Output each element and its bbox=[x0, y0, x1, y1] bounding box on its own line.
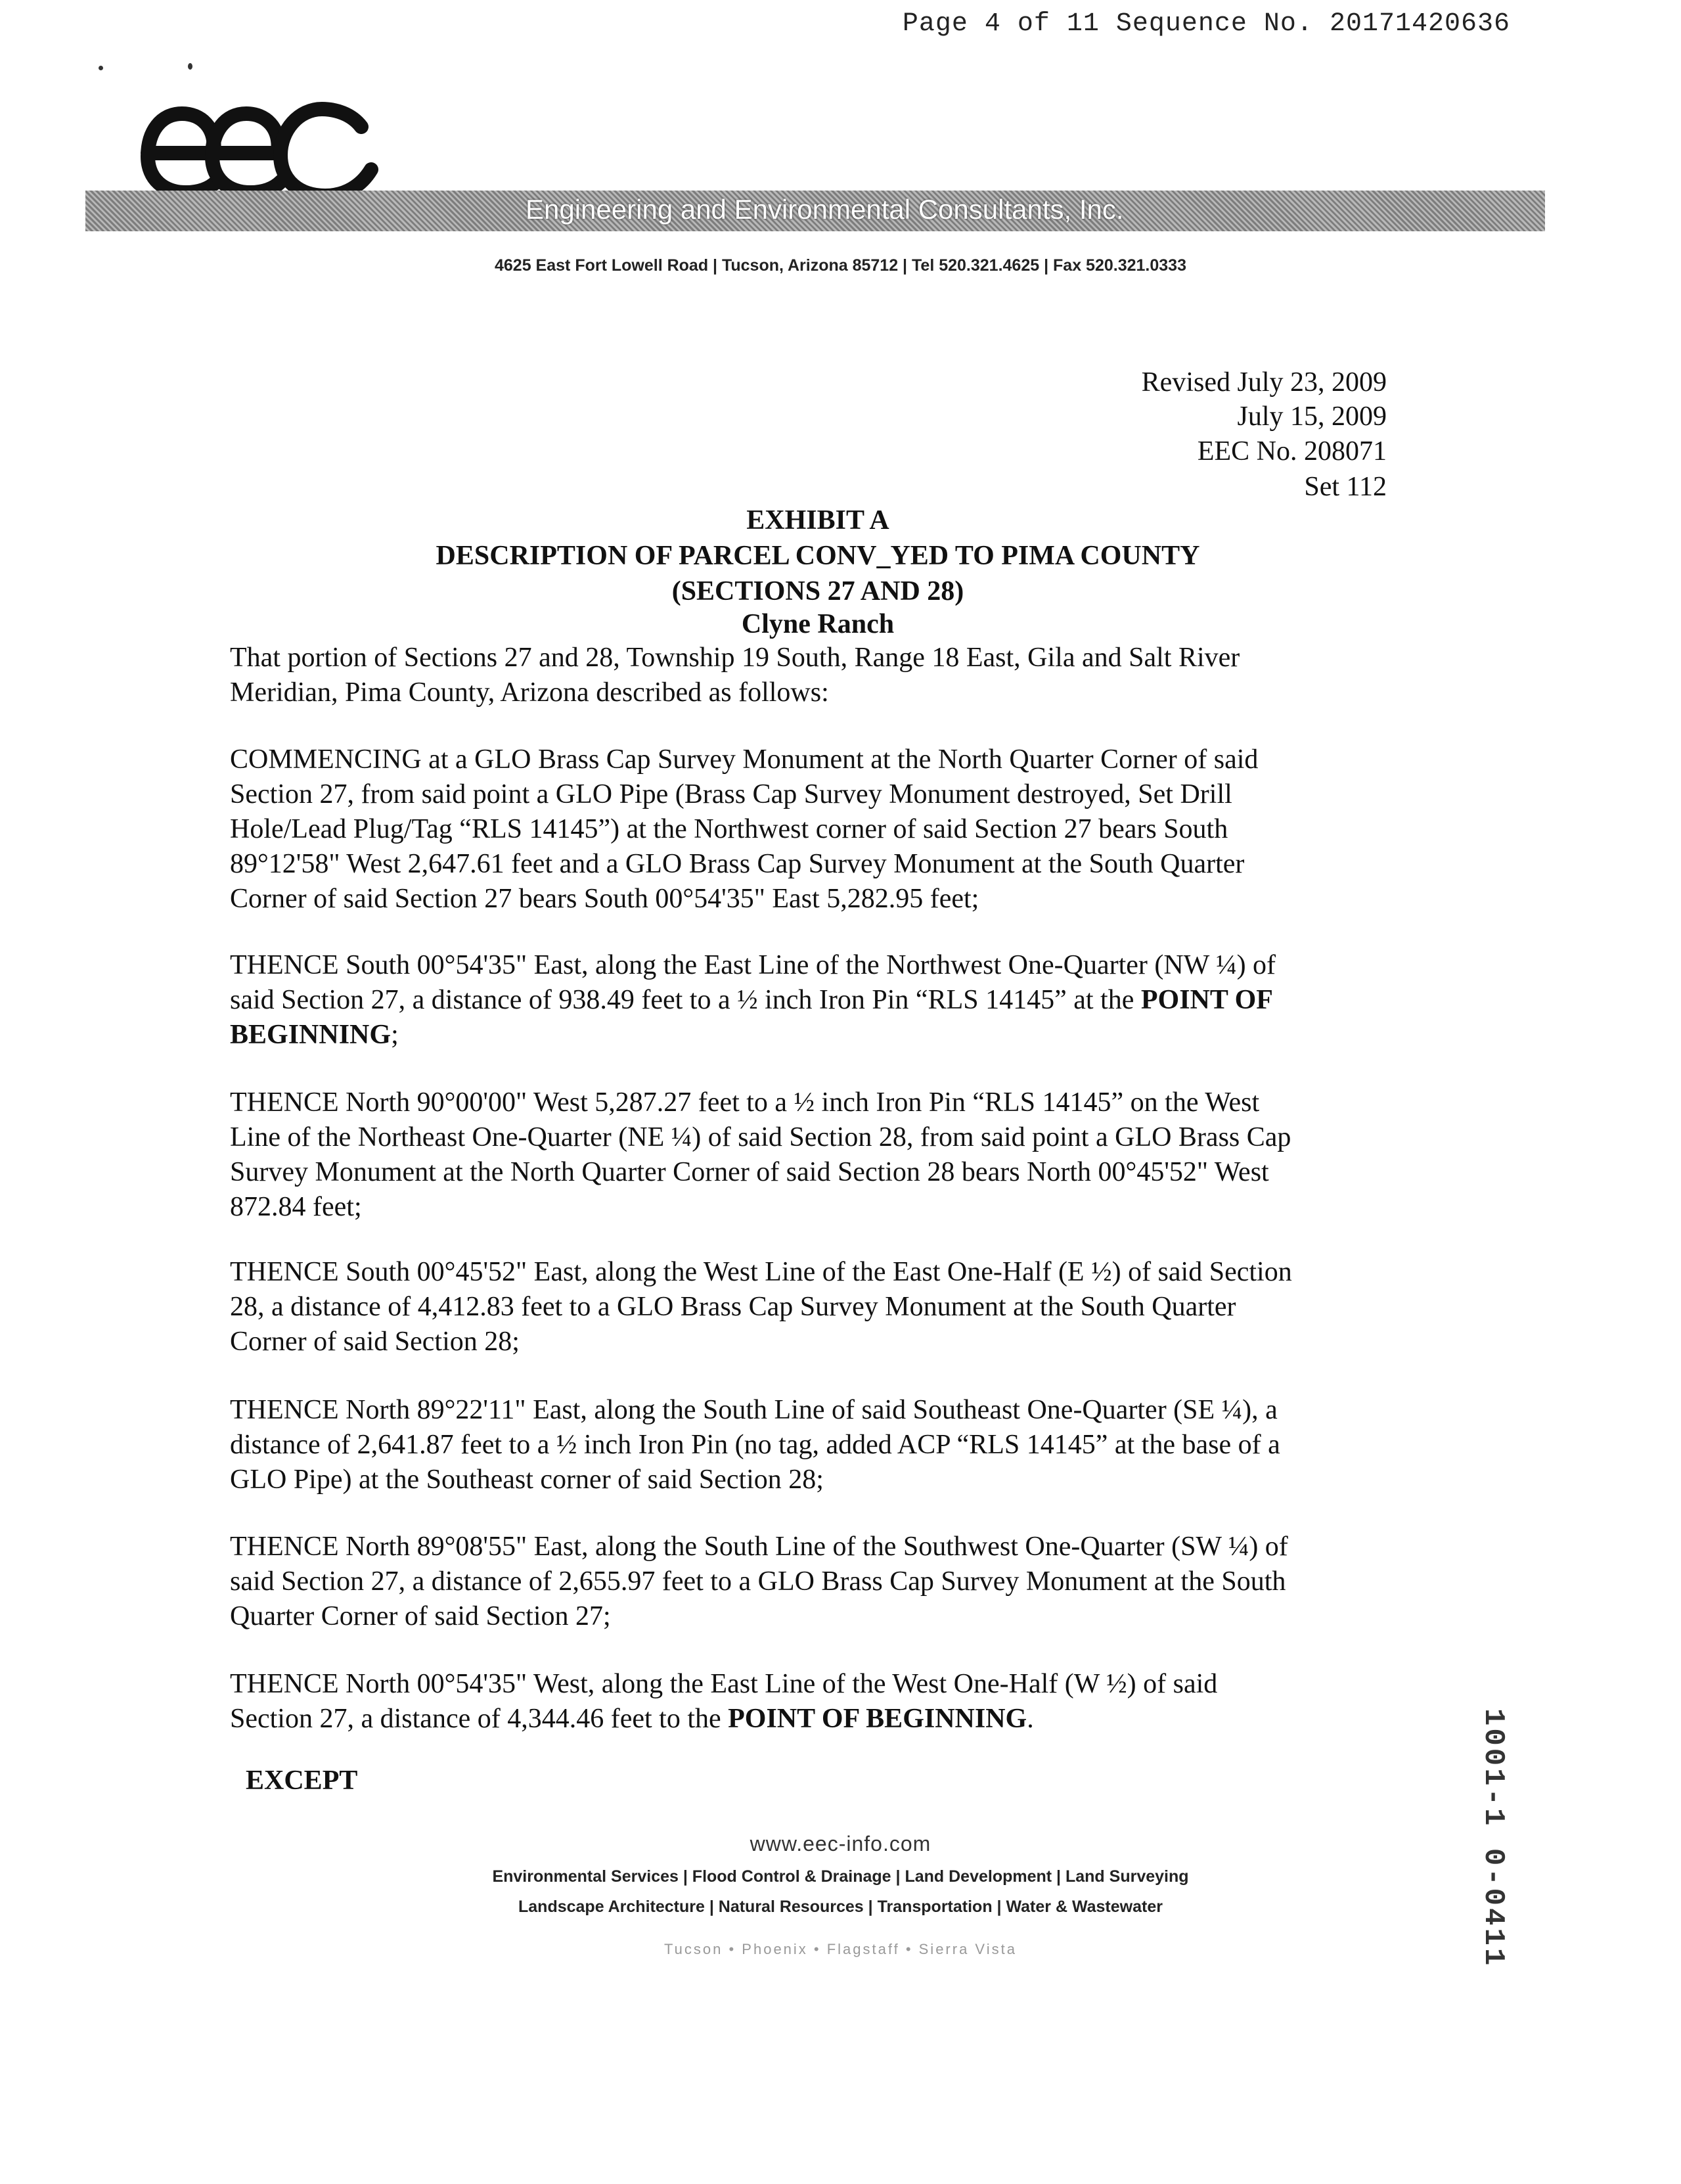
text-line: Meridian, Pima County, Arizona described as follows: bbox=[230, 677, 829, 708]
text-line: THENCE North 00°54'35" West, along the East Line of the West One-Half (W ½) of said bbox=[230, 1669, 1218, 1699]
revised-date: Revised July 23, 2009 bbox=[1141, 367, 1387, 398]
text-line bbox=[230, 983, 1386, 1018]
text-line: Hole/Lead Plug/Tag “RLS 14145”) at the Northwest corner of said Section 27 bears South bbox=[230, 814, 1228, 844]
services-line-2: Landscape Architecture | Natural Resources | Transportation | Water & Wastewater bbox=[518, 1898, 1163, 1916]
thence-paragraph-5 bbox=[230, 1530, 1386, 1634]
thence-paragraph-2 bbox=[230, 1085, 1386, 1225]
text-line: Corner of said Section 27 bears South 00°54'35" East 5,282.95 feet; bbox=[230, 884, 979, 914]
text-line: That portion of Sections 27 and 28, Township 19 South, Range 18 East, Gila and Salt River bbox=[230, 643, 1240, 673]
text-line: Survey Monument at the North Quarter Corner of said Section 28 bears North 00°45'52" West bbox=[230, 1157, 1269, 1187]
ranch-name: Clyne Ranch bbox=[741, 609, 895, 639]
text-line: THENCE North 89°08'55" East, along the South Line of the Southwest One-Quarter (SW ¼) of bbox=[230, 1532, 1288, 1562]
exhibit-title: EXHIBIT A bbox=[746, 505, 889, 535]
text-line: GLO Pipe) at the Southeast corner of said Section 28; bbox=[230, 1465, 824, 1495]
text-line: said Section 27, a distance of 2,655.97 feet to a GLO Brass Cap Survey Monument at the South bbox=[230, 1566, 1286, 1597]
text-line bbox=[230, 1702, 1386, 1737]
text-line: Line of the Northeast One-Quarter (NE ¼) of said Section 28, from said point a GLO Brass Cap bbox=[230, 1122, 1291, 1152]
company-address: 4625 East Fort Lowell Road | Tucson, Arizona 85712 | Tel 520.321.4625 | Fax 520.321.0333 bbox=[495, 256, 1186, 275]
text-line: THENCE South 00°54'35" East, along the East Line of the Northwest One-Quarter (NW ¼) of bbox=[230, 950, 1276, 980]
text-line: Quarter Corner of said Section 27; bbox=[230, 1601, 611, 1631]
text-line: THENCE North 89°22'11" East, along the South Line of said Southeast One-Quarter (SE ¼), a bbox=[230, 1395, 1278, 1425]
thence-paragraph-4 bbox=[230, 1393, 1386, 1497]
text-span: ; bbox=[391, 1020, 399, 1050]
website-link: www.eec-info.com bbox=[750, 1832, 931, 1855]
text-line: THENCE North 90°00'00" West 5,287.27 feet to a ½ inch Iron Pin “RLS 14145” on the West bbox=[230, 1087, 1260, 1118]
eec-number: EEC No. 208071 bbox=[1197, 436, 1387, 466]
original-date: July 15, 2009 bbox=[1237, 401, 1387, 432]
text-line: 872.84 feet; bbox=[230, 1192, 362, 1222]
point-of-beginning-bold: POINT OF bbox=[1140, 985, 1273, 1015]
text-span: said Section 27, a distance of 938.49 feet to a ½ inch Iron Pin “RLS 14145” at the bbox=[230, 985, 1141, 1015]
intro-paragraph bbox=[230, 641, 1386, 710]
thence-paragraph-3 bbox=[230, 1255, 1386, 1359]
set-number: Set 112 bbox=[1304, 472, 1387, 502]
text-line: 89°12'58" West 2,647.61 feet and a GLO Brass Cap Survey Monument at the South Quarter bbox=[230, 849, 1245, 879]
text-line: Corner of said Section 28; bbox=[230, 1327, 520, 1357]
beginning-bold: BEGINNING bbox=[230, 1020, 392, 1050]
text-line: COMMENCING at a GLO Brass Cap Survey Monument at the North Quarter Corner of said bbox=[230, 744, 1259, 775]
scan-speck bbox=[99, 66, 103, 70]
point-of-beginning-bold: POINT OF BEGINNING bbox=[728, 1704, 1027, 1734]
sections-subtitle: (SECTIONS 27 AND 28) bbox=[671, 576, 964, 606]
text-line: THENCE South 00°45'52" East, along the West Line of the East One-Half (E ½) of said Section bbox=[230, 1257, 1292, 1287]
side-stamp: 1001-1 0-0411 bbox=[1477, 1708, 1510, 1968]
text-line: distance of 2,641.87 feet to a ½ inch Iron Pin (no tag, added ACP “RLS 14145” at the base of a bbox=[230, 1430, 1280, 1460]
scan-speck bbox=[188, 63, 192, 70]
text-line bbox=[230, 1018, 1386, 1053]
text-span: . bbox=[1027, 1704, 1034, 1734]
parcel-description-title: DESCRIPTION OF PARCEL CONV_YED TO PIMA COUNTY bbox=[436, 541, 1200, 571]
services-line-1: Environmental Services | Flood Control & Drainage | Land Development | Land Surveying bbox=[492, 1867, 1189, 1886]
thence-paragraph-6 bbox=[230, 1667, 1386, 1737]
commencing-paragraph bbox=[230, 742, 1386, 917]
company-logo bbox=[135, 91, 391, 202]
text-span: Section 27, a distance of 4,344.46 feet to the bbox=[230, 1704, 728, 1734]
company-name: Engineering and Environmental Consultants, Inc. bbox=[526, 194, 1124, 225]
text-line: Section 27, from said point a GLO Pipe (Brass Cap Survey Monument destroyed, Set Drill bbox=[230, 779, 1232, 809]
thence-paragraph-1 bbox=[230, 948, 1386, 1053]
text-line: 28, a distance of 4,412.83 feet to a GLO Brass Cap Survey Monument at the South Quarter bbox=[230, 1292, 1236, 1322]
except-heading: EXCEPT bbox=[246, 1765, 358, 1796]
page-sequence-header: Page 4 of 11 Sequence No. 20171420636 bbox=[902, 9, 1510, 39]
office-locations: Tucson • Phoenix • Flagstaff • Sierra Vista bbox=[664, 1941, 1017, 1957]
